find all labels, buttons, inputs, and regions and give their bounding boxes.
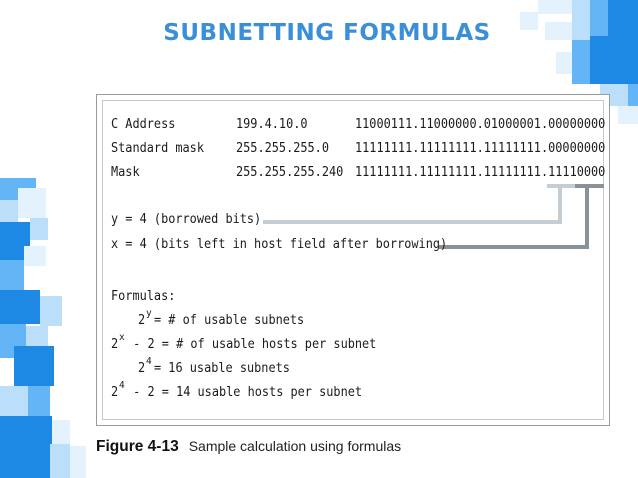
formulas-heading: Formulas: [111,288,176,304]
background-tile [556,52,572,74]
background-tile [0,200,18,222]
figure-box [96,94,610,426]
background-tile [618,106,638,124]
background-tile [24,246,46,266]
formula-1-exponent: y [146,308,152,319]
formula-4-base: 2 [111,384,119,400]
y-bracket [263,184,575,224]
y-borrowed-bits-line: y = 4 (borrowed bits) [111,211,262,227]
background-tile [26,326,48,346]
row-c-address-binary: 11000111.11000000.01000001.00000000 [355,116,606,132]
row-standard-mask-binary: 11111111.11111111.11111111.00000000 [355,140,606,156]
formula-1-base: 2 [138,312,146,328]
background-tile [572,40,590,84]
formula-2-exponent: x [119,332,125,343]
background-tile [0,290,40,324]
background-tile [538,0,572,14]
row-standard-mask-decimal: 255.255.255.0 [236,140,329,156]
figure-caption-text: Sample calculation using formulas [188,438,402,454]
formula-4-text: - 2 = 14 usable hosts per subnet [126,384,363,400]
slide-title [0,20,638,46]
formula-3-text: = 16 usable subnets [154,360,290,376]
background-tile [70,446,86,478]
row-mask-binary: 11111111.11111111.11111111.11110000 [355,164,606,180]
x-bracket [439,184,604,249]
background-tile [52,420,70,444]
formula-2-text: - 2 = # of usable hosts per subnet [126,336,377,352]
row-mask-label: Mask [111,164,140,180]
background-tile [0,416,52,478]
formula-3-exponent: 4 [146,356,152,367]
formula-4-exponent: 4 [119,380,125,391]
x-host-bits-line: x = 4 (bits left in host field after borrowing) [111,236,448,252]
row-mask-decimal: 255.255.255.240 [236,164,344,180]
formula-2-base: 2 [111,336,119,352]
slide-title-text: SUBNETTING FORMULAS [163,20,491,46]
row-c-address-label: C Address [111,116,176,132]
figure-number: Figure 4-13 [96,438,179,455]
figure-caption [96,438,401,456]
formula-3-base: 2 [138,360,146,376]
background-tile [30,218,48,240]
background-tile [0,386,28,416]
formula-1-text: = # of usable subnets [154,312,305,328]
background-tile [18,188,46,218]
background-tile [14,346,54,386]
background-tile [50,444,70,478]
row-c-address-decimal: 199.4.10.0 [236,116,308,132]
background-tile [0,260,24,290]
background-tile [40,296,62,326]
row-standard-mask-label: Standard mask [111,140,204,156]
